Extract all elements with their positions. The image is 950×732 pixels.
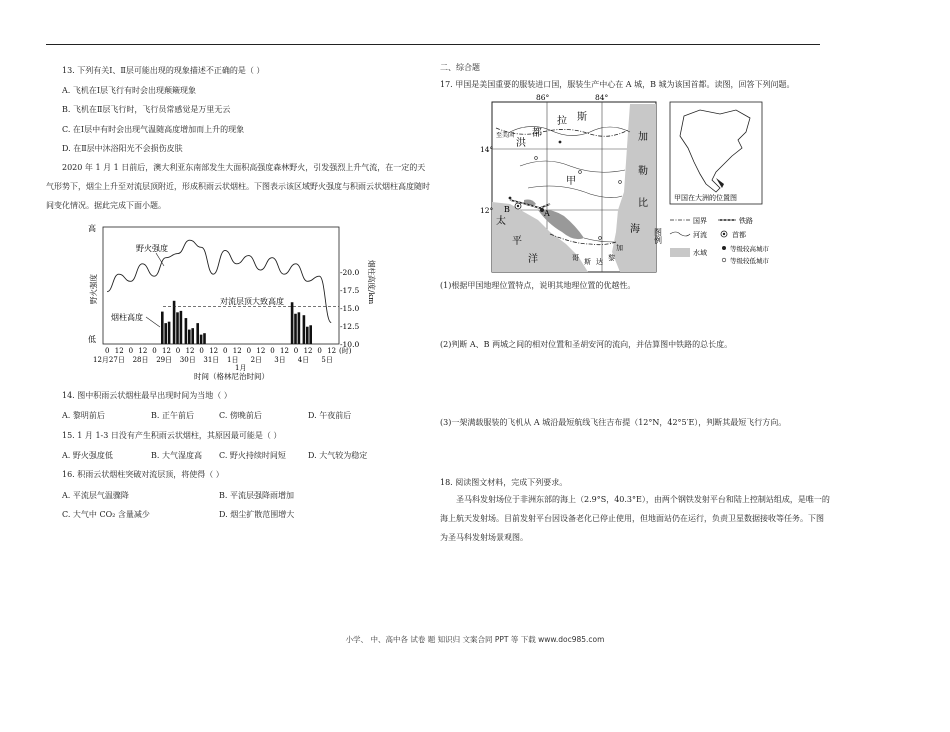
smoke-bar xyxy=(168,322,171,344)
x-axis-ticks xyxy=(105,347,336,355)
smoke-bar xyxy=(306,327,309,344)
q14-option-b: B. 正午前后 xyxy=(151,411,194,420)
map-char-ping: 平 xyxy=(512,236,522,247)
legend-railway-label: 铁路 xyxy=(739,217,753,225)
x-tick-label: 0 xyxy=(270,347,275,355)
map-char-si: 斯 xyxy=(577,112,587,123)
q15-option-a: A. 野火强度低 xyxy=(62,451,113,460)
right-axis-ticks xyxy=(340,268,359,349)
lat-12-label: 12° xyxy=(480,206,494,215)
legend-small-city-symbol xyxy=(722,258,726,262)
x-date-label: 31日 xyxy=(203,356,220,364)
city-a-label: A xyxy=(544,209,550,218)
x-tick-label: 12 xyxy=(162,347,171,355)
city-dot xyxy=(619,181,622,184)
q14-option-a: A. 黎明前后 xyxy=(62,411,105,420)
map-char-jia: 加 xyxy=(638,132,648,143)
legend-title: 图例 xyxy=(653,228,663,244)
x-tick-label: 0 xyxy=(152,347,157,355)
city-dot xyxy=(579,171,582,174)
legend-river-label: 河流 xyxy=(693,231,707,239)
x-tick-label: 12 xyxy=(209,347,219,355)
q13-stem: 13. 下列有关Ⅰ、Ⅱ层可能出现的现象描述不正确的是（ ） xyxy=(62,66,265,75)
right-tick-label: -15.0 xyxy=(340,304,360,313)
x-date-label: 4日 xyxy=(297,356,310,364)
q14-option-c: C. 傍晚前后 xyxy=(219,411,262,420)
smoke-bar xyxy=(188,330,191,344)
smoke-bar xyxy=(173,301,176,344)
smoke-annotation-pointer xyxy=(146,317,160,327)
smoke-bar xyxy=(185,318,188,344)
y-left-low-label: 低 xyxy=(88,335,96,344)
x-tick-label: 12 xyxy=(138,347,148,355)
q16-option-d: D. 烟尘扩散范围增大 xyxy=(219,510,295,519)
q13-option-b: B. 飞机在Ⅱ层飞行时，飞行员常感觉是万里无云 xyxy=(62,105,231,114)
smoke-bar xyxy=(200,335,203,344)
map-char-si2: 斯 xyxy=(584,258,591,266)
q17-stem: 17. 甲国是美国重要的服装进口国，服装生产中心在 A 城，B 城为该国首都。读图，回答下列问题。 xyxy=(440,80,795,89)
x-tick-label: 12 xyxy=(114,347,124,355)
header-rule xyxy=(46,44,820,45)
x-tick-label: 0 xyxy=(128,347,134,355)
wildfire-chart xyxy=(86,220,376,382)
map-char-le: 勒 xyxy=(638,166,648,177)
q18-stem: 18. 阅读图文材料，完成下列要求。 xyxy=(440,478,568,487)
wildfire-passage: 2020 年 1 月 1 日前后，澳大利亚东南部发生大面积高强度森林野火，引发强烈上升气流，在一定的天气形势下，烟尘上升至对流层顶附近，形成积雨云状烟柱。下图表示该区域野火强度与积雨云状烟柱高度随时间变化情况。据此完成下面小题。 xyxy=(46,163,430,210)
page-footer: 小学、 中、高中各 试卷 题 知识归 文案合同 PPT 等 下载 www.doc985.com xyxy=(345,635,605,644)
q15-option-b: B. 大气湿度高 xyxy=(151,451,202,460)
map-char-jia3: 加 xyxy=(616,244,623,252)
map-char-yang: 洋 xyxy=(528,254,538,265)
x-tick-label: 12 xyxy=(185,347,195,355)
right-tick-label: -10.0 xyxy=(340,340,360,349)
x-date-label: 3日 xyxy=(274,356,286,364)
legend-capital-label: 首都 xyxy=(732,231,746,239)
city-dot xyxy=(559,141,562,144)
smoke-bar xyxy=(176,312,179,344)
x-date-label: 2日 xyxy=(250,356,263,364)
right-tick-label: -20.0 xyxy=(340,268,360,277)
x-date-label: 30日 xyxy=(179,356,196,364)
map-char-hai: 海 xyxy=(630,224,640,235)
x-tick-label: 0 xyxy=(175,347,181,355)
q16-option-b: B. 平流层强降雨增加 xyxy=(219,491,294,500)
q18-passage: 圣马科发射场位于非洲东部的海上（2.9°S，40.3°E），由两个钢铁发射平台和陆上控制站组成，是唯一的海上航天发射场。目前发射平台因设备老化已停止使用，但地面站仍在运行，负责卫星数据接收等任务。下图为圣马科发射场景观图。 xyxy=(440,495,830,542)
map-char-du: 都 xyxy=(532,128,542,139)
x-tick-label: 0 xyxy=(246,347,252,355)
lon-84-label: 84° xyxy=(595,93,609,102)
q14-option-d: D. 午夜前后 xyxy=(308,411,352,420)
map-legend xyxy=(654,216,770,265)
q13-option-d: D. 在Ⅱ层中沐浴阳光不会损伤皮肤 xyxy=(62,144,183,153)
x-tick-label: 0 xyxy=(223,347,228,355)
city-dot xyxy=(599,237,602,240)
q17-sub2: (2)判断 A、B 两城之间的相对位置和圣胡安河的流向，并估算图中铁路的总长度。 xyxy=(440,340,733,349)
x-tick-label: 12 xyxy=(280,347,289,355)
lat-14-label: 14° xyxy=(480,145,494,154)
map-char-li: 黎 xyxy=(608,254,615,262)
smoke-bar xyxy=(309,325,312,344)
smoke-bar xyxy=(303,315,306,344)
smoke-bar xyxy=(180,311,183,344)
map-char-tai: 太 xyxy=(496,216,506,227)
lon-86-label: 86° xyxy=(536,93,550,102)
label-to-usa: 至美国 xyxy=(496,132,515,139)
smoke-annotation: 烟柱高度 xyxy=(111,313,143,322)
legend-border-label: 国界 xyxy=(693,217,707,225)
q16-option-a: A. 平流层气温骤降 xyxy=(62,491,129,500)
q17-sub3: (3)一架满载服装的飞机从 A 城沿最短航线飞往吉布提（12°N，42°5′E），判断其最短飞行方向。 xyxy=(440,418,787,427)
city-b-label: B xyxy=(504,205,510,214)
x-tick-label: 12 xyxy=(327,347,337,355)
map-char-bi: 比 xyxy=(638,198,648,209)
legend-water-symbol xyxy=(670,248,690,257)
x-axis-label: 时间（格林尼治时间） xyxy=(194,372,269,381)
legend-water-label: 水域 xyxy=(693,249,707,257)
x-tick-label: 0 xyxy=(105,347,110,355)
fire-annotation: 野火强度 xyxy=(136,244,168,253)
fire-annotation-pointer xyxy=(156,253,164,266)
q16-option-c: C. 大气中 CO₂ 含量减少 xyxy=(62,510,150,519)
smoke-bar xyxy=(161,312,164,344)
smoke-bar xyxy=(196,323,199,344)
right-tick-label: -17.5 xyxy=(340,286,360,295)
x-axis-dates xyxy=(93,356,333,364)
map-char-ge: 哥 xyxy=(572,254,579,262)
map-char-jia2: 甲 xyxy=(566,176,576,187)
x-tick-label: 12 xyxy=(303,347,313,355)
map-char-da: 达 xyxy=(596,258,603,266)
x-date-label: 28日 xyxy=(132,356,149,364)
smoke-bar xyxy=(203,333,206,344)
y-right-axis-label: 烟柱高度/km xyxy=(367,260,376,305)
x-tick-label: 12 xyxy=(256,347,266,355)
legend-big-city-symbol xyxy=(722,246,726,250)
q15-option-d: D. 大气较为稳定 xyxy=(308,451,368,460)
x-date-label: 1日 xyxy=(227,356,239,364)
x-tick-label: 12 xyxy=(232,347,242,355)
q16-stem: 16. 积雨云状烟柱突破对流层顶，将使得（ ） xyxy=(62,470,224,479)
section-title: 二、综合题 xyxy=(440,63,480,72)
x-sub-label: 1月 xyxy=(235,364,247,372)
legend-river-symbol xyxy=(670,232,690,236)
x-date-label: 29日 xyxy=(156,356,173,364)
q15-option-c: C. 野火持续时间短 xyxy=(219,451,286,460)
x-tick-label: 0 xyxy=(317,347,322,355)
x-hour-unit: (时) xyxy=(339,347,352,355)
q15-stem: 15. 1 月 1-3 日没有产生积雨云状烟柱，其原因最可能是（ ） xyxy=(62,431,282,440)
x-tick-label: 0 xyxy=(199,347,204,355)
city-dot xyxy=(509,197,512,200)
tropopause-annotation: 对流层顶大致高度 xyxy=(220,297,284,306)
smoke-bar xyxy=(294,314,297,344)
q17-sub1: (1)根据甲国地理位置特点，说明其地理位置的优越性。 xyxy=(440,281,636,290)
smoke-bar xyxy=(298,312,301,344)
city-dot xyxy=(535,157,538,160)
smoke-height-series xyxy=(161,301,312,344)
x-date-label: 12月27日 xyxy=(93,356,125,364)
legend-small-city-label: 等级较低城市 xyxy=(730,257,769,265)
x-date-label: 5日 xyxy=(321,356,333,364)
q13-option-c: C. 在Ⅰ层中有时会出现气温随高度增加而上升的现象 xyxy=(62,125,245,134)
smoke-bar xyxy=(291,302,294,344)
q14-stem: 14. 图中积雨云状烟柱最早出现时间为当地（ ） xyxy=(62,391,232,400)
map-char-hong: 洪 xyxy=(516,138,526,149)
right-tick-label: -12.5 xyxy=(340,322,360,331)
map-figure xyxy=(480,92,780,278)
y-left-high-label: 高 xyxy=(88,224,96,233)
legend-big-city-label: 等级较高城市 xyxy=(730,245,769,253)
inset-title: 甲国在大洲的位置图 xyxy=(674,194,737,202)
q13-option-a: A. 飞机在Ⅰ层飞行有时会出现颠簸现象 xyxy=(62,86,197,95)
map-char-la: 拉 xyxy=(557,116,567,127)
smoke-bar xyxy=(164,323,167,344)
y-left-axis-label: 野火强度 xyxy=(89,274,98,304)
x-tick-label: 0 xyxy=(293,347,299,355)
smoke-bar xyxy=(191,328,194,344)
